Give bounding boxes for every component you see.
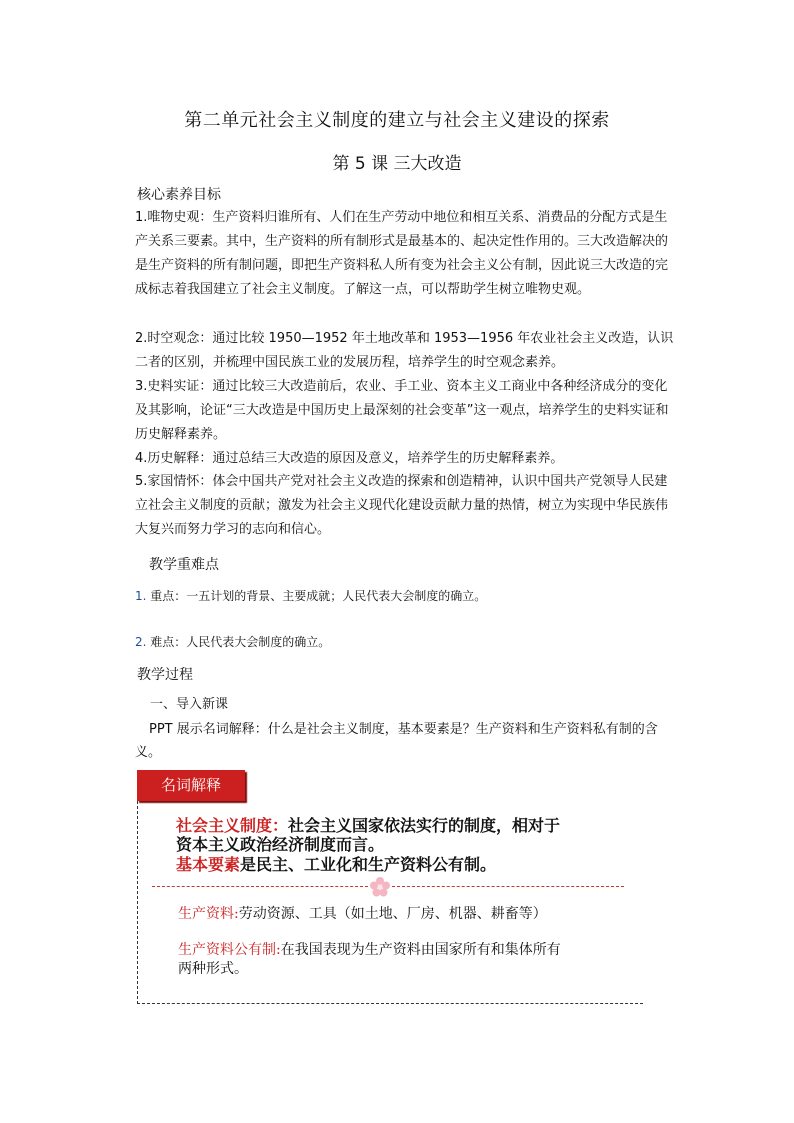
intro-heading: 一、导入新课 [150, 697, 229, 712]
slide-tag: 名词解释 [137, 770, 245, 801]
goal-paragraph-1: 1.唯物史观：生产资料归谁所有、人们在生产劳动中地位和相互关系、消费品的分配方式是生产关系三要素。其中，生产资料的所有制形式是最基本的、起决定性作用的。三大改造解决的是生产资料的所有制问题，即把生产资料私人所有变为社会主义公有制，因此说三大改造的完成标志着我国建立了社会主义制度。了解这一点，可以帮助学生树立唯物史观。 [135, 210, 669, 297]
definition-socialist-system-a: 社会主义国家依法实行的制度，相对于 [288, 816, 561, 835]
process-heading: 教学过程 [137, 667, 193, 683]
definition-public-ownership-a: 在我国表现为生产资料由国家所有和集体所有 [280, 942, 561, 958]
key-point-1-number: 1. [135, 589, 151, 603]
term-means-of-production: 生产资料: [178, 906, 239, 922]
slide-left-border [137, 801, 138, 1004]
key-point-1-text: 重点：一五计划的背景、主要成就；人民代表大会制度的确立。 [150, 589, 487, 603]
term-basic-elements: 基本要素 [176, 855, 241, 874]
slide-divider-left [152, 886, 368, 887]
key-point-2-text: 难点：人民代表大会制度的确立。 [150, 635, 331, 649]
core-goals-heading: 核心素养目标 [137, 187, 221, 203]
definition-basic-elements: 是民主、工业化和生产资料公有制。 [240, 855, 497, 874]
slide-means-of-production [178, 903, 547, 923]
goal-paragraph-3: 3.史料实证：通过比较三大改造前后，农业、手工业、资本主义工商业中各种经济成分的变化及其影响，论证“三大改造是中国历史上最深刻的社会变革”这一观点，培养学生的史料实证和历史解释素养。 [135, 379, 669, 442]
slide-divider-right [392, 886, 624, 887]
flower-icon [369, 876, 391, 898]
slide-public-ownership-line-2: 两种形式。 [178, 961, 248, 977]
intro-text: PPT 展示名词解释：什么是社会主义制度，基本要素是？生产资料和生产资料私有制的含义。 [135, 722, 658, 760]
key-point-1 [135, 587, 486, 604]
slide-public-ownership-line-1 [178, 939, 561, 959]
slide-definition-line-2: 资本主义政治经济制度而言。 [176, 835, 385, 854]
goal-paragraph-2: 2.时空观念：通过比较 1950—1952 年土地改革和 1953—1956 年农业社会主义改造，认识二者的区别，并梳理中国民族工业的发展历程，培养学生的时空观念素养。 [135, 331, 674, 370]
term-socialist-system: 社会主义制度： [176, 816, 289, 835]
definition-means-of-production: 劳动资源、工具（如土地、厂房、机器、耕畜等） [238, 906, 547, 922]
unit-title: 第二单元社会主义制度的建立与社会主义建设的探索 [184, 110, 610, 131]
key-point-2-number: 2. [135, 635, 151, 649]
lesson-title: 第 5 课 三大改造 [332, 154, 462, 174]
slide-definition-line-3 [176, 852, 496, 875]
key-points-heading: 教学重难点 [149, 557, 219, 573]
key-point-2 [135, 633, 330, 650]
slide-bottom-border [137, 1003, 643, 1004]
term-public-ownership: 生产资料公有制: [178, 942, 281, 958]
goal-paragraph-5: 5.家国情怀：体会中国共产党对社会主义改造的探索和创造精神，认识中国共产党领导人民建立社会主义制度的贡献；激发为社会主义现代化建设贡献力量的热情，树立为实现中华民族伟大复兴而努力学习的志向和信心。 [135, 474, 669, 537]
goal-paragraph-4: 4.历史解释：通过总结三大改造的原因及意义，培养学生的历史解释素养。 [135, 451, 564, 466]
